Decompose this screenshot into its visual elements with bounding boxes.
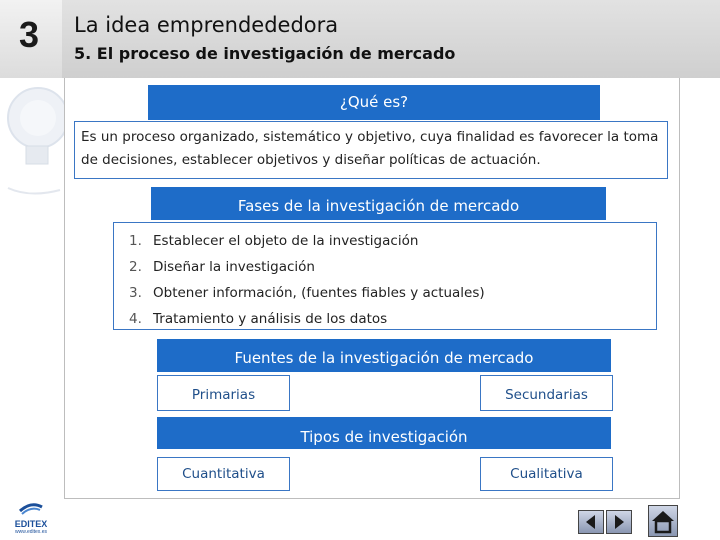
prev-button[interactable] xyxy=(578,510,604,534)
editex-swoosh-icon xyxy=(16,501,46,515)
page-subtitle: 5. El proceso de investigación de mercado xyxy=(74,44,456,63)
lightbulb-icon xyxy=(0,78,64,498)
fuentes-heading: Fuentes de la investigación de mercado xyxy=(157,339,611,372)
logo-text: EDITEX xyxy=(14,519,48,529)
tipos-heading: Tipos de investigación xyxy=(157,417,611,449)
next-button[interactable] xyxy=(606,510,632,534)
secundarias-box: Secundarias xyxy=(480,375,613,411)
list-item: 4. Tratamiento y análisis de los datos xyxy=(129,311,388,327)
arrow-left-icon xyxy=(579,511,603,533)
cuantitativa-box: Cuantitativa xyxy=(157,457,290,491)
logo-url: www.editex.es xyxy=(15,529,47,535)
home-icon xyxy=(649,506,677,536)
definition-box xyxy=(74,121,668,179)
header-bar xyxy=(0,0,720,78)
phases-list xyxy=(129,228,656,332)
page-title: La idea emprendededora xyxy=(74,13,339,37)
primarias-box: Primarias xyxy=(157,375,290,411)
cualitativa-box: Cualitativa xyxy=(480,457,613,491)
home-button[interactable] xyxy=(648,505,678,537)
fases-heading: Fases de la investigación de mercado xyxy=(151,187,606,220)
list-item: 1. Establecer el objeto de la investigación xyxy=(129,233,419,249)
chapter-number: 3 xyxy=(18,14,40,55)
phases-box xyxy=(113,222,657,330)
que-es-heading: ¿Qué es? xyxy=(148,85,600,120)
definition-text: Es un proceso organizado, sistemático y objetivo, cuya finalidad es favorecer la toma de decisiones, establecer objetivos y diseñar políticas de actuación. xyxy=(81,129,659,168)
chapter-box xyxy=(0,0,62,78)
list-item: 3. Obtener información, (fuentes fiables y actuales) xyxy=(129,285,485,301)
editex-logo xyxy=(6,500,56,538)
list-item: 2. Diseñar la investigación xyxy=(129,259,315,275)
arrow-right-icon xyxy=(607,511,631,533)
